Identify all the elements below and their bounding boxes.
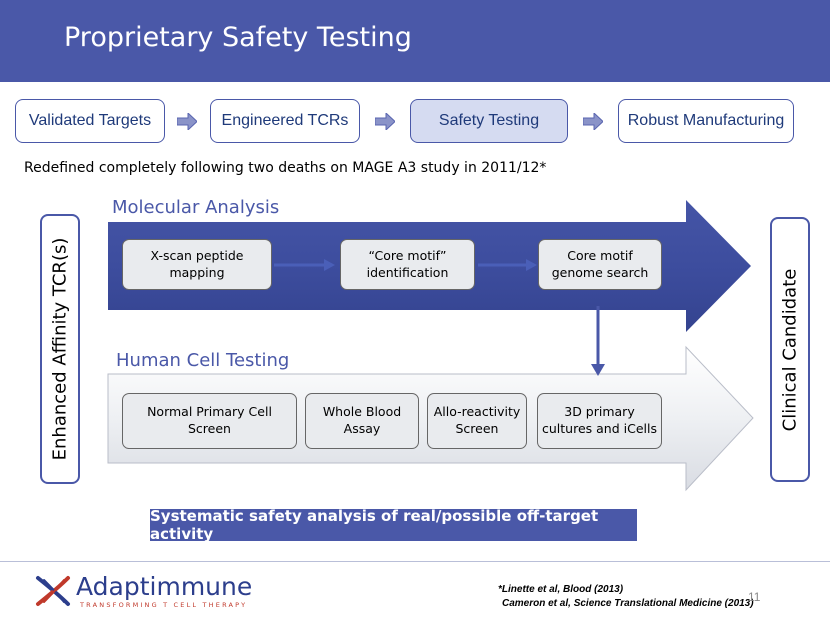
logo-tagline: TRANSFORMING T CELL THERAPY xyxy=(80,601,248,609)
conclusion-banner: Systematic safety analysis of real/possible off-target activity xyxy=(150,509,637,541)
clinical-candidate-label: Clinical Candidate xyxy=(779,268,801,431)
human-step-whole-blood-assay: Whole Blood Assay xyxy=(305,393,419,449)
enhanced-affinity-box xyxy=(40,214,80,484)
step-validated-targets: Validated Targets xyxy=(15,99,165,143)
clinical-candidate-box xyxy=(770,217,810,482)
subtitle: Redefined completely following two deaths on MAGE A3 study in 2011/12* xyxy=(24,160,547,176)
page-number: 11 xyxy=(748,590,761,604)
step-safety-testing: Safety Testing xyxy=(410,99,568,143)
molecular-step-genome-search: Core motif genome search xyxy=(538,239,662,290)
reference-1: *Linette et al, Blood (2013) xyxy=(498,584,624,595)
logo-wordmark: Adaptimmune xyxy=(76,572,253,601)
molecular-step-core-motif: “Core motif” identification xyxy=(340,239,475,290)
molecular-analysis-title: Molecular Analysis xyxy=(112,197,280,218)
footer-divider xyxy=(0,561,830,562)
adaptimmune-logo-icon xyxy=(34,574,72,608)
step-engineered-tcrs: Engineered TCRs xyxy=(210,99,360,143)
human-step-primary-cell-screen: Normal Primary Cell Screen xyxy=(122,393,297,449)
molecular-step-x-scan: X-scan peptide mapping xyxy=(122,239,272,290)
slide-title: Proprietary Safety Testing xyxy=(64,22,412,53)
human-cell-testing-title: Human Cell Testing xyxy=(116,350,290,371)
human-step-3d-cultures: 3D primary cultures and iCells xyxy=(537,393,662,449)
step-robust-manufacturing: Robust Manufacturing xyxy=(618,99,794,143)
reference-2: Cameron et al, Science Translational Medicine (2013) xyxy=(502,598,754,609)
human-step-allo-reactivity: Allo-reactivity Screen xyxy=(427,393,527,449)
enhanced-affinity-label: Enhanced Affinity TCR(s) xyxy=(49,237,71,461)
